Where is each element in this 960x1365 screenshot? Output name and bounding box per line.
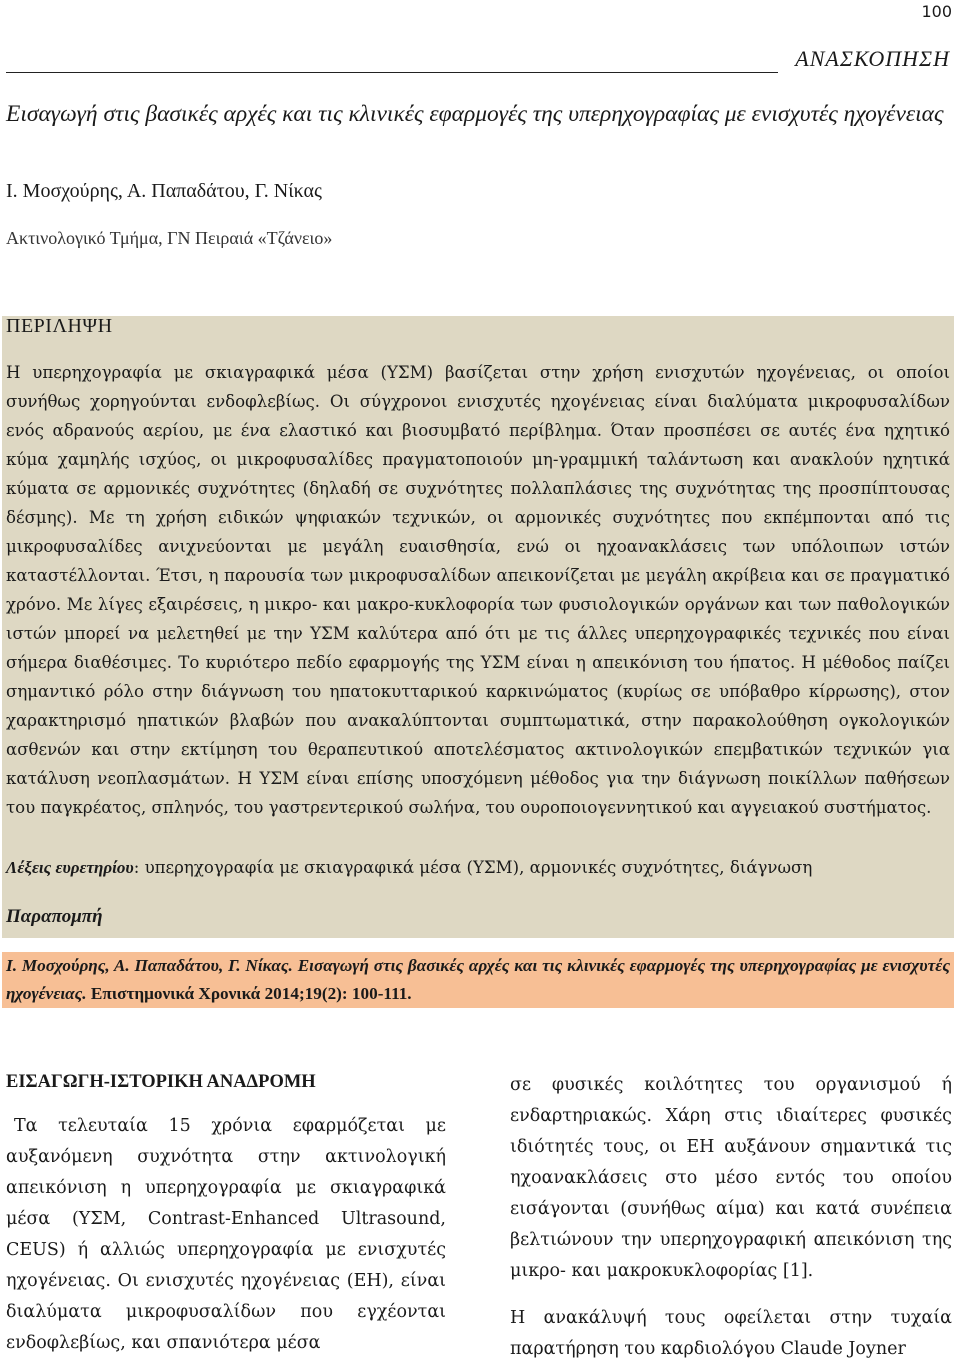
intro-right-paragraph-1: σε φυσικές κοιλότητες του οργανισμού ή ενδαρτηριακώς. Χάρη στις ιδιαίτερες φυσικές ιδιότητές τους, οι ΕΗ αυξάνουν σημαντικά τις ηχοανακλάσεις στο μέσο εντός του οποίου εισάγονται (συνήθως αίμα) και κατά συνέπεια βελτιώνουν την υπερηχογραφική απεικόνιση της μικρο- και μακροκυκλοφορίας [1]. <box>510 1075 952 1281</box>
intro-left-paragraph: Τα τελευταία 15 χρόνια εφαρμόζεται με αυξανόμενη συχνότητα στην ακτινολογική απεικόνιση η υπερηχογραφία με σκιαγραφικά μέσα (ΥΣΜ, Contrast-Enhanced Ultrasound, CEUS) ή αλλιώς υπερηχογραφία με ενισχυτές ηχογένειας. Οι ενισχυτές ηχογένειας (ΕΗ), είναι διαλύματα μικροφυσαλίδων που εγχέονται ενδοφλεβίως, και σπανιότερα μέσα <box>6 1116 446 1353</box>
keywords-label: Λέξεις ευρετηρίου <box>6 858 134 877</box>
right-column <box>510 1070 952 1365</box>
reference-title: Εισαγωγή στις βασικές αρχές και τις κλινικές εφαρμογές της υπερηχογραφίας με ενισχυτές ηχογένειας. <box>6 956 950 1003</box>
reference-citation <box>6 952 950 1008</box>
abstract-body: Η υπερηχογραφία με σκιαγραφικά μέσα (ΥΣΜ) βασίζεται στην χρήση ενισχυτών ηχογένειας, οι οποίοι συνήθως χορηγούνται ενδοφλεβίως. Οι σύγχρονοι ενισχυτές ηχογένειας είναι διαλύματα μικροφυσαλίδων ενός αδρανούς αερίου, με ένα ελαστικό και βιοσυμβατό περίβλημα. Όταν προσπέσει σε αυτές ένα ηχητικό κύμα χαμηλής ισχύος, οι μικροφυσαλίδες πραγματοποιούν μη-γραμμική ταλάντωση και ανακλούν ηχητικά κύματα σε αρμονικές συχνότητες (δηλαδή σε συχνότητες πολλαπλάσιες της συχνότητας της προσπίπτουσας δέσμης). Με τη χρήση ειδικών ψηφιακών τεχνικών, οι αρμονικές συχνότητες που εκπέμπονται από τις μικροφυσαλίδες ανιχνεύονται με μεγάλη ευαισθησία, ενώ οι ηχοανακλάσεις των υπόλοιπων ιστών καταστέλλονται. Έτσι, η παρουσία των μικροφυσαλίδων απεικονίζεται με μεγάλη ακρίβεια και σε πραγματικό χρόνο. Με λίγες εξαιρέσεις, η μικρο- και μακρο-κυκλοφορία των φυσιολογικών οργάνων και των παθολογικών ιστών μπορεί να μελετηθεί με την ΥΣΜ καλύτερα από ότι με τις άλλες υπερηχογραφικές τεχνικές που είναι σήμερα διαθέσιμες. Το κυριότερο πεδίο εφαρμογής της ΥΣΜ είναι η απεικόνιση του ήπατος. Η μέθοδος παίζει σημαντικό ρόλο στην διάγνωση του ηπατοκυτταρικού καρκινώματος (κυρίως σε υπόβαθρο κίρρωσης), στον χαρακτηρισμό ηπατικών βλαβών που ανακαλύπτονται συμπτωματικά, στην παρακολούθηση ογκολογικών ασθενών και στην εκτίμηση του θεραπευτικού αποτελέσματος ακτινολογικών επεμβατικών τεχνικών για κατάλυση νεοπλασμάτων. Η ΥΣΜ είναι επίσης υποσχόμενη μέθοδος για την διάγνωση ποικίλλων παθήσεων του παγκρέατος, σπληνός, του γαστρεντερικού σωλήνα, του ουροποιογεννητικού και αγγειακού συστήματος. <box>6 363 950 817</box>
header-divider <box>6 72 778 73</box>
abstract-heading: ΠΕΡΙΛΗΨΗ <box>6 315 113 337</box>
left-column <box>6 1072 446 1359</box>
keywords-separator: : <box>133 858 145 877</box>
keywords-line <box>6 858 950 878</box>
page-number: 100 <box>921 2 952 21</box>
article-authors: Ι. Μοσχούρης, Α. Παπαδάτου, Γ. Νίκας <box>6 180 322 202</box>
article-affiliation: Ακτινολογικό Τμήμα, ΓΝ Πειραιά «Τζάνειο» <box>6 228 333 248</box>
intro-heading: ΕΙΣΑΓΩΓΗ-ΙΣΤΟΡΙΚΗ ΑΝΑΔΡΟΜΗ <box>6 1072 316 1092</box>
reference-journal: Επιστημονικά Χρονικά 2014;19(2): 100-111. <box>86 984 412 1003</box>
section-label: ΑΝΑΣΚΟΠΗΣΗ <box>795 46 950 71</box>
article-title: Εισαγωγή στις βασικές αρχές και τις κλινικές εφαρμογές της υπερηχογραφίας με ενισχυτές ηχογένειας <box>6 101 944 127</box>
keywords-text: υπερηχογραφία με σκιαγραφικά μέσα (ΥΣΜ), αρμονικές συχνότητες, διάγνωση <box>144 858 813 877</box>
reference-heading: Παραπομπή <box>6 906 103 927</box>
reference-authors: Ι. Μοσχούρης, Α. Παπαδάτου, Γ. Νίκας. <box>6 956 293 975</box>
intro-right-paragraph-2: Η ανακάλυψή τους οφείλεται στην τυχαία παρατήρηση του καρδιολόγου Claude Joyner <box>510 1308 952 1359</box>
